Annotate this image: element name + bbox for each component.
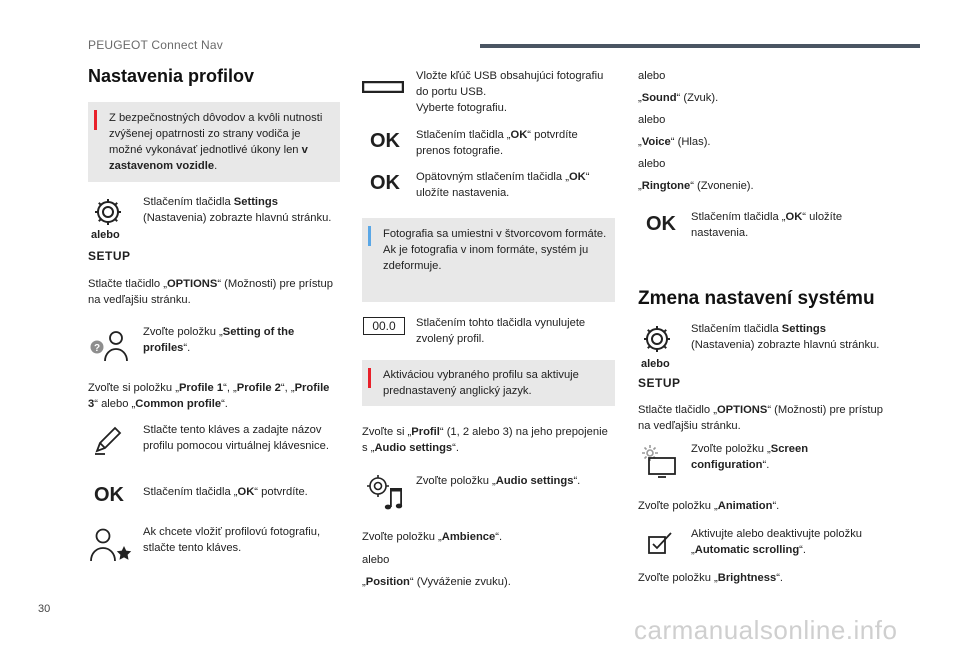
setup-label: SETUP	[88, 249, 131, 263]
section-heading-system: Zmena nastavení systému	[638, 288, 875, 309]
ok-button-icon: OK	[370, 172, 400, 194]
alebo-label: alebo	[641, 358, 670, 370]
brightness-paragraph: Zvoľte položku „Brightness“.	[638, 572, 784, 584]
info-note: Fotografia sa umiestni v štvorcovom formáte. Ak je fotografia v inom formáte, systém ju zdeformuje.	[362, 218, 615, 302]
watermark: carmanualsonline.info	[634, 615, 898, 645]
reset-text: Stlačením tohto tlačidla vynulujete zvolený profil.	[416, 317, 586, 345]
audio-settings-text: Zvoľte položku „Audio settings“.	[416, 475, 581, 487]
options-paragraph: Stlačte tlačidlo „OPTIONS“ (Možnosti) pre prístup na vedľajšiu stránku.	[638, 404, 883, 432]
ringtone-paragraph: „Ringtone“ (Zvonenie).	[638, 180, 754, 192]
alebo-label: alebo	[91, 229, 120, 241]
warning-note: Z bezpečnostných dôvodov a kvôli nutnosti zvýšenej opatrnosti zo strany vodiča je možné vykonávať jednotlivé úkony len v zastavenom vozidle.	[88, 102, 340, 182]
animation-paragraph: Zvoľte položku „Animation“.	[638, 500, 780, 512]
alebo-text: alebo	[362, 554, 390, 566]
ok-button-icon: OK	[94, 484, 124, 506]
usb-key-icon	[362, 80, 404, 92]
checkbox-icon	[647, 531, 673, 555]
setup-label: SETUP	[638, 376, 681, 390]
info-mark-icon	[368, 226, 371, 246]
step-settings-text: Stlačením tlačidla Settings (Nastavenia) zobrazte hlavnú stránku.	[143, 196, 332, 224]
alebo-text: alebo	[638, 70, 666, 82]
usb-text: Vložte kľúč USB obsahujúci fotografiu do portu USB. Vyberte fotografiu.	[416, 70, 604, 114]
settings-gear-icon	[641, 323, 673, 355]
warning-mark-icon	[94, 110, 97, 130]
section-heading-profiles: Nastavenia profilov	[88, 66, 255, 86]
ok-save-text: Opätovným stlačením tlačidla „OK“ uložíte nastavenia.	[416, 171, 590, 199]
profile-photo-icon	[88, 526, 132, 564]
voice-paragraph: „Voice“ (Hlas).	[638, 136, 711, 148]
ok-button-icon: OK	[370, 130, 400, 152]
step-photo-text: Ak chcete vložiť profilovú fotografiu, stlačte tento kláves.	[143, 526, 321, 554]
running-header: PEUGEOT Connect Nav	[88, 38, 223, 52]
audio-settings-icon	[366, 474, 406, 512]
warning-note-2: Aktiváciou vybraného profilu sa aktivuje prednastavený anglický jazyk.	[362, 360, 615, 406]
ok-transfer-text: Stlačením tlačidla „OK“ potvrdíte prenos fotografie.	[416, 129, 578, 157]
sound-paragraph: „Sound“ (Zvuk).	[638, 92, 719, 104]
reset-button-icon: 00.0	[363, 317, 405, 335]
header-bar	[480, 44, 920, 48]
profile-question-icon	[88, 327, 130, 363]
ok-button-icon: OK	[646, 213, 676, 235]
alebo-text: alebo	[638, 158, 666, 170]
ok-save-text: Stlačením tlačidla „OK“ uložíte nastavenia.	[691, 211, 843, 239]
screen-config-text: Zvoľte položku „Screen configuration“.	[691, 443, 809, 471]
profiles-choice-paragraph: Zvoľte si položku „Profile 1“, „Profile 2“, „Profile 3“ alebo „Common profile“.	[88, 382, 330, 410]
step-profiles-text: Zvoľte položku „Setting of the profiles“.	[143, 326, 295, 354]
pencil-icon	[92, 424, 122, 456]
warning-mark-icon	[368, 368, 371, 388]
step-keyboard-text: Stlačte tento kláves a zadajte názov profilu pomocou virtuálnej klávesnice.	[143, 424, 329, 452]
screen-configuration-icon	[641, 444, 677, 478]
alebo-text: alebo	[638, 114, 666, 126]
position-paragraph: „Position“ (Vyváženie zvuku).	[362, 576, 511, 588]
auto-scroll-text: Aktivujte alebo deaktivujte položku „Automatic scrolling“.	[691, 528, 863, 556]
svg-text:?: ?	[93, 343, 101, 354]
options-paragraph: Stlačte tlačidlo „OPTIONS“ (Možnosti) pre prístup na vedľajšiu stránku.	[88, 278, 333, 306]
settings-gear-icon	[92, 196, 124, 228]
step-ok-text: Stlačením tlačidla „OK“ potvrdíte.	[143, 486, 308, 498]
ambience-paragraph: Zvoľte položku „Ambience“.	[362, 531, 503, 543]
step-settings-text: Stlačením tlačidla Settings (Nastavenia) zobrazte hlavnú stránku.	[691, 323, 880, 351]
page-number: 30	[38, 603, 51, 615]
profil-paragraph: Zvoľte si „Profil“ (1, 2 alebo 3) na jeho prepojenie s „Audio settings“.	[362, 426, 608, 454]
